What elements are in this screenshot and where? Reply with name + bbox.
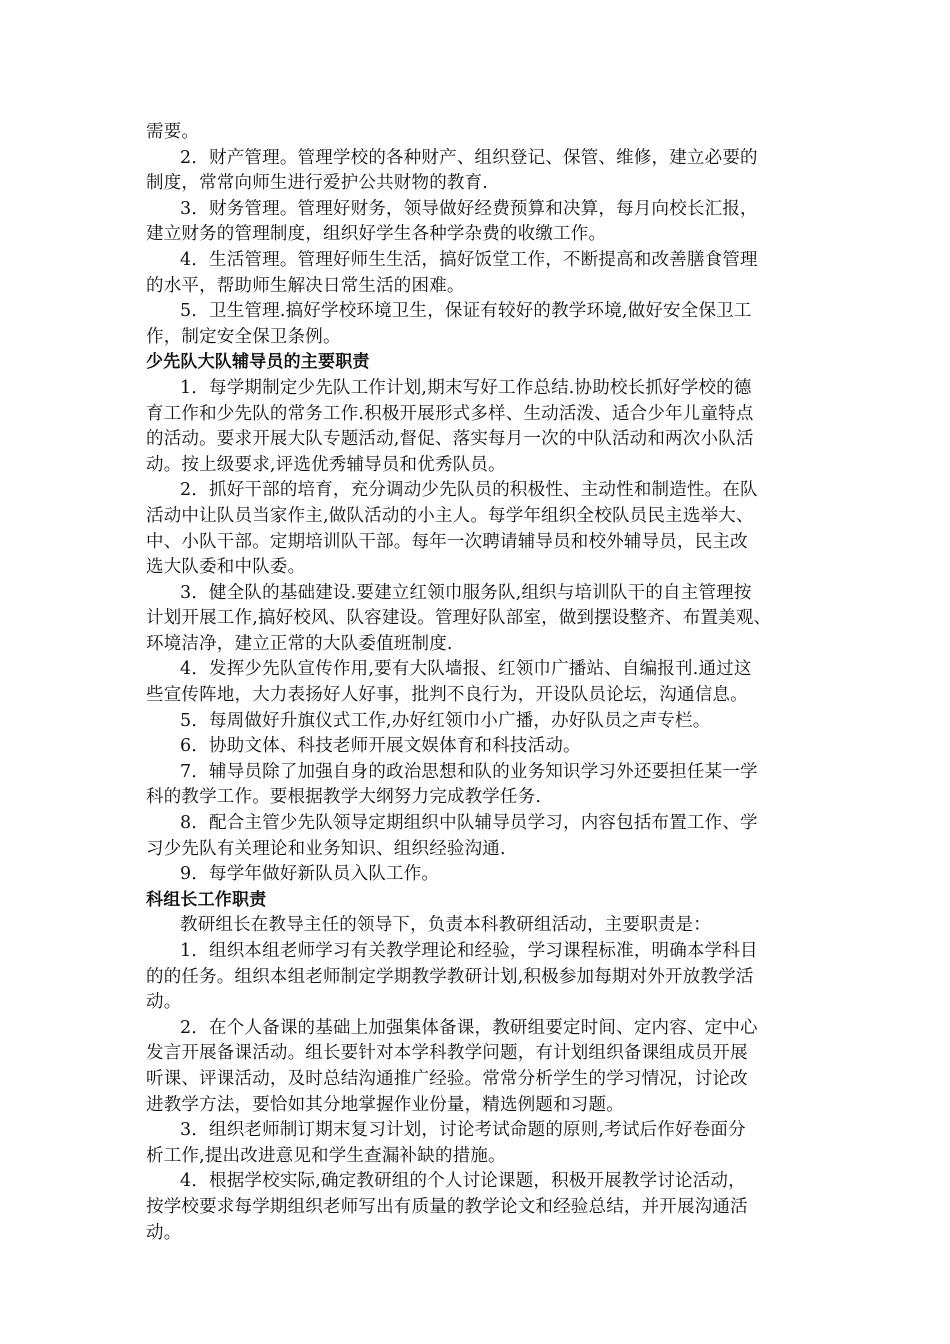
- text-line: 计划开展工作,搞好校风、队容建设。管理好队部室，做到摆设整齐、布置美观、: [146, 608, 772, 629]
- text-line: 2．财产管理。管理学校的各种财产、组织登记、保管、维修，建立必要的: [180, 147, 758, 168]
- text-line: 制度，常常向师生进行爱护公共财物的教育.: [146, 173, 489, 194]
- text-line: 的水平，帮助师生解决日常生活的困难。: [146, 275, 465, 296]
- text-line: 析工作,提出改进意见和学生查漏补缺的措施。: [146, 1145, 506, 1166]
- text-line: 4．根据学校实际,确定教研组的个人讨论课题，积极开展教学讨论活动，: [180, 1171, 746, 1192]
- text-line: 育工作和少先队的常务工作.积极开展形式多样、生动活泼、适合少年儿童特点: [146, 403, 754, 424]
- text-line: 1．每学期制定少先队工作计划,期末写好工作总结.协助校长抓好学校的德: [180, 377, 752, 398]
- text-line: 教研组长在教导主任的领导下，负责本科教研组活动，主要职责是：: [180, 915, 711, 936]
- text-line: 2．抓好干部的培育，充分调动少先队员的积极性、主动性和制造性。在队: [180, 480, 758, 501]
- text-line: 作，制定安全保卫条例。: [146, 326, 341, 347]
- text-line: 选大队委和中队委。: [146, 557, 306, 578]
- text-line: 需要。: [146, 122, 200, 142]
- text-line: 按学校要求每学期组织老师写出有质量的教学论文和经验总结，并开展沟通活: [146, 1196, 748, 1217]
- text-line: 8．配合主管少先队领导定期组织中队辅导员学习，内容包括布置工作、学: [180, 813, 758, 834]
- text-line: 些宣传阵地，大力表扬好人好事，批判不良行为，开设队员论坛，沟通信息。: [146, 685, 748, 706]
- text-line: 动。按上级要求,评选优秀辅导员和优秀队员。: [146, 454, 506, 475]
- section-heading: 少先队大队辅导员的主要职责: [146, 352, 370, 373]
- text-line: 中、小队干部。定期培训队干部。每年一次聘请辅导员和校外辅导员，民主改: [146, 531, 748, 552]
- text-line: 动。: [146, 1222, 182, 1243]
- text-line: 习少先队有关理论和业务知识、组织经验沟通.: [146, 838, 506, 859]
- text-line: 听课、评课活动，及时总结沟通推广经验。常常分析学生的学习情况，讨论改: [146, 1068, 748, 1089]
- text-line: 进教学方法，要恰如其分地掌握作业份量，精选例题和习题。: [146, 1094, 624, 1115]
- text-line: 建立财务的管理制度，组织好学生各种学杂费的收缴工作。: [146, 224, 607, 245]
- text-line: 5．每周做好升旗仪式工作,办好红领巾小广播，办好队员之声专栏。: [180, 710, 711, 731]
- text-line: 环境洁净，建立正常的大队委值班制度.: [146, 633, 453, 654]
- text-line: 1．组织本组老师学习有关教学理论和经验，学习课程标准，明确本学科目: [180, 941, 758, 961]
- text-line: 6．协助文体、科技老师开展文娱体育和科技活动。: [180, 736, 581, 757]
- text-line: 4．生活管理。管理好师生生活，搞好饭堂工作，不断提高和改善膳食管理: [180, 249, 758, 270]
- text-line: 4．发挥少先队宣传作用,要有大队墙报、红领巾广播站、自编报刊.通过这: [180, 659, 752, 680]
- text-line: 3．财务管理。管理好财务，领导做好经费预算和决算，每月向校长汇报，: [180, 198, 758, 219]
- text-line: 5．卫生管理.搞好学校环境卫生，保证有较好的教学环境,做好安全保卫工: [180, 301, 752, 322]
- text-line: 动。: [146, 992, 182, 1013]
- text-line: 的的任务。组织本组老师制定学期教学教研计划,积极参加每期对外开放教学活: [146, 966, 754, 987]
- text-line: 3．健全队的基础建设.要建立红领巾服务队,组织与培训队干的自主管理按: [180, 582, 752, 603]
- text-line: 活动中让队员当家作主,做队活动的小主人。每学年组织全校队员民主选举大、: [146, 505, 754, 526]
- text-line: 发言开展备课活动。组长要针对本学科教学问题，有计划组织备课组成员开展: [146, 1043, 748, 1064]
- text-line: 3．组织老师制订期末复习计划，讨论考试命题的原则,考试后作好卷面分: [180, 1120, 746, 1141]
- text-line: 2．在个人备课的基础上加强集体备课，教研组要定时间、定内容、定中心: [180, 1017, 758, 1038]
- document-page: [146, 120, 806, 1246]
- section-heading: 科组长工作职责: [146, 889, 267, 910]
- text-line: 9．每学年做好新队员入队工作。: [180, 864, 440, 885]
- text-line: 的活动。要求开展大队专题活动,督促、落实每月一次的中队活动和两次小队活: [146, 429, 754, 450]
- text-line: 科的教学工作。要根据教学大纲努力完成教学任务.: [146, 787, 542, 808]
- text-line: 7．辅导员除了加强自身的政治思想和队的业务知识学习外还要担任某一学: [180, 761, 758, 782]
